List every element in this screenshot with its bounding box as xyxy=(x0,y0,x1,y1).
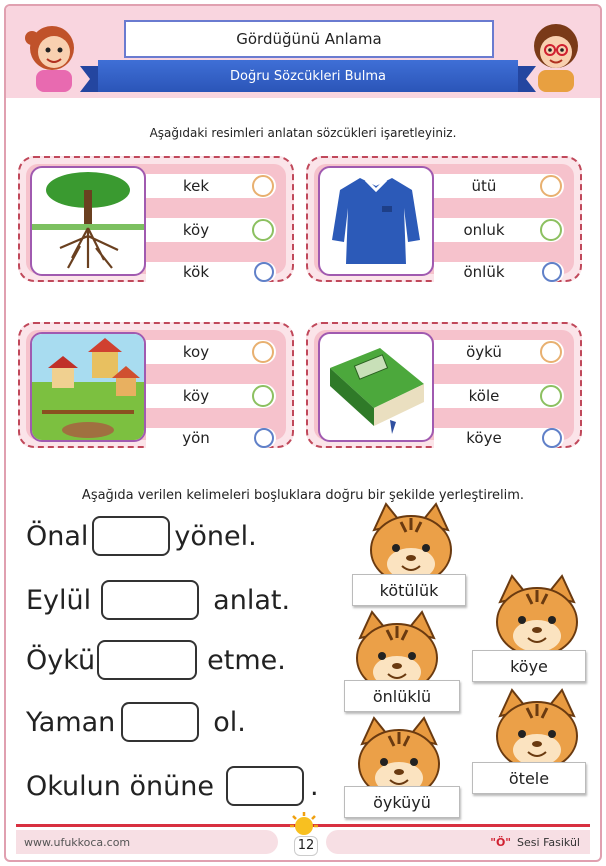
tree-roots-icon xyxy=(32,168,144,274)
option-word: köy xyxy=(182,387,210,405)
choice-panel-3 xyxy=(18,322,294,448)
school-uniform-icon xyxy=(320,168,432,274)
sentence-1 xyxy=(26,516,257,556)
word-card[interactable]: köye xyxy=(472,650,586,682)
word-card[interactable]: öyküyü xyxy=(344,786,460,818)
blank-box[interactable] xyxy=(97,640,197,680)
sentence-start: Öykü xyxy=(26,644,96,676)
word-card[interactable]: önlüklü xyxy=(344,680,460,712)
option-row[interactable] xyxy=(434,218,564,242)
option-row[interactable] xyxy=(146,384,276,408)
option-row[interactable] xyxy=(434,340,564,364)
option-word: kök xyxy=(182,263,209,281)
choice-panel-1 xyxy=(18,156,294,282)
option-row[interactable] xyxy=(434,384,564,408)
option-row[interactable] xyxy=(434,262,564,282)
book-icon xyxy=(320,334,432,440)
answer-checkbox[interactable] xyxy=(542,428,562,448)
picture-frame xyxy=(318,166,434,276)
answer-checkbox[interactable] xyxy=(254,428,274,448)
option-word: ütü xyxy=(471,177,497,195)
option-word: öykü xyxy=(466,343,502,361)
option-row[interactable] xyxy=(146,340,276,364)
option-row[interactable] xyxy=(146,218,276,242)
picture-frame xyxy=(318,332,434,442)
blank-box[interactable] xyxy=(226,766,304,806)
worksheet-page xyxy=(4,4,602,862)
answer-checkbox[interactable] xyxy=(254,262,274,282)
sentence-end: etme. xyxy=(207,644,286,676)
answer-checkbox[interactable] xyxy=(542,262,562,282)
answer-checkbox[interactable] xyxy=(252,219,274,241)
option-word: koy xyxy=(182,343,210,361)
sentence-end: . xyxy=(309,770,319,802)
sentence-start: Yaman xyxy=(26,706,116,738)
worksheet-title: Gördüğünü Anlama xyxy=(124,20,494,58)
answer-checkbox[interactable] xyxy=(252,385,274,407)
answer-checkbox[interactable] xyxy=(540,341,562,363)
choice-panel-2 xyxy=(306,156,582,282)
option-row[interactable] xyxy=(146,428,276,448)
village-icon xyxy=(32,334,144,440)
answer-checkbox[interactable] xyxy=(252,341,274,363)
option-row[interactable] xyxy=(434,428,564,448)
sentence-end: anlat. xyxy=(213,584,291,616)
blank-box[interactable] xyxy=(121,702,199,742)
option-word: köy xyxy=(182,221,210,239)
option-word: köle xyxy=(468,387,500,405)
blank-box[interactable] xyxy=(101,580,199,620)
option-row[interactable] xyxy=(434,174,564,198)
footer-website[interactable]: www.ufukkoca.com xyxy=(16,830,278,854)
sentence-5 xyxy=(26,766,319,806)
sentence-start: Okulun önüne xyxy=(26,770,214,802)
word-card[interactable]: ötele xyxy=(472,762,586,794)
fascicle-text: Sesi Fasikül xyxy=(517,835,580,849)
option-word: yön xyxy=(182,429,210,447)
answer-checkbox[interactable] xyxy=(540,175,562,197)
picture-frame xyxy=(30,332,146,442)
fascicle-letter: "Ö" xyxy=(490,835,512,849)
sentence-4 xyxy=(26,702,246,742)
option-row[interactable] xyxy=(146,262,276,282)
blank-box[interactable] xyxy=(92,516,170,556)
answer-checkbox[interactable] xyxy=(252,175,274,197)
answer-checkbox[interactable] xyxy=(540,219,562,241)
option-row[interactable] xyxy=(146,174,276,198)
option-word: onluk xyxy=(463,221,505,239)
option-word: önlük xyxy=(463,263,505,281)
section2-instruction: Aşağıda verilen kelimeleri boşluklara doğru bir şekilde yerleştirelim. xyxy=(81,488,525,503)
footer-fascicle xyxy=(326,830,590,854)
word-card[interactable]: kötülük xyxy=(352,574,466,606)
sentence-start: Önal xyxy=(26,520,89,552)
option-word: köye xyxy=(466,429,502,447)
sentence-start: Eylül xyxy=(26,584,92,616)
worksheet-subtitle-ribbon: Doğru Sözcükleri Bulma xyxy=(98,60,518,92)
choice-panel-4 xyxy=(306,322,582,448)
sentence-3 xyxy=(26,640,286,680)
section1-instruction: Aşağıdaki resimleri anlatan sözcükleri işaretleyiniz. xyxy=(149,126,457,140)
option-word: kek xyxy=(182,177,210,195)
picture-frame xyxy=(30,166,146,276)
answer-checkbox[interactable] xyxy=(540,385,562,407)
sentence-end: ol. xyxy=(213,706,246,738)
sentence-2 xyxy=(26,580,290,620)
sentence-end: yönel. xyxy=(174,520,257,552)
page-number: 12 xyxy=(294,836,318,856)
